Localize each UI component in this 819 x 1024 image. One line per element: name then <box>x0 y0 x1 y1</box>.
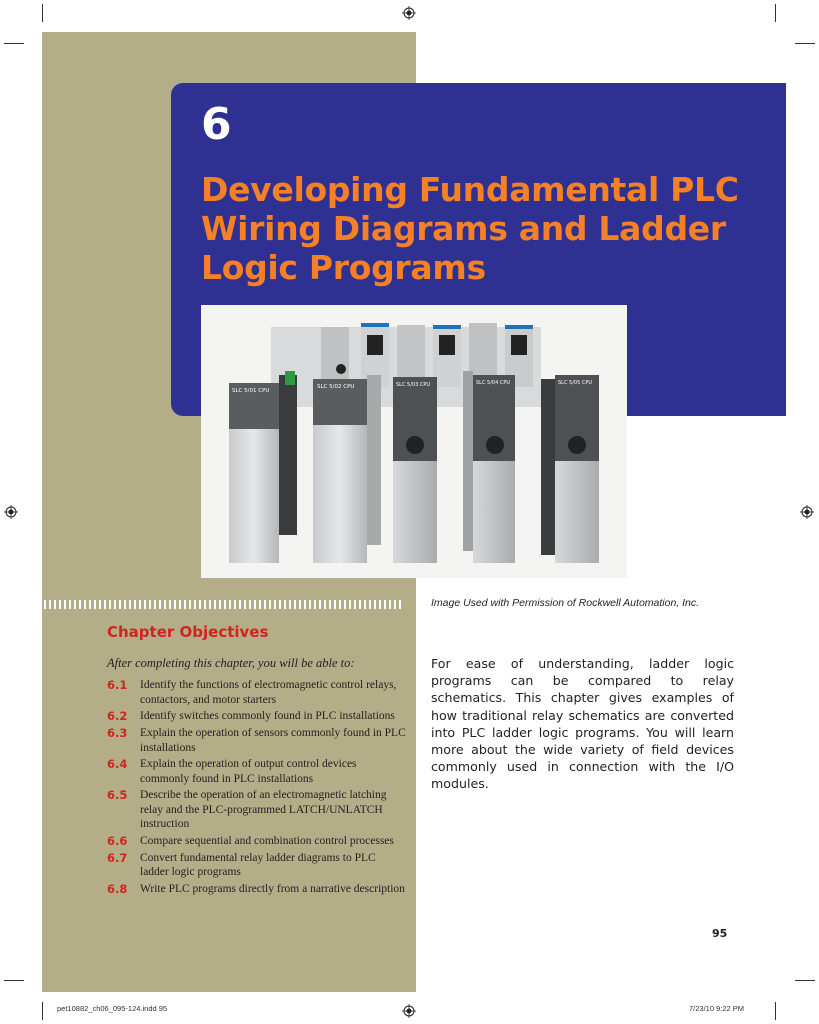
objective-number: 6.7 <box>107 850 128 865</box>
registration-mark-icon <box>4 505 18 519</box>
intro-paragraph: For ease of understanding, ladder logic programs can be compared to relay schematics. This chapter gives examples of how traditional relay schematics are converted into PLC ladder logic programs. You will learn more about the wide variety of field devices commonly used in connection with the I/O modules. <box>431 656 734 792</box>
timestamp-slug: 7/23/10 9:22 PM <box>689 1004 745 1013</box>
objective-item <box>107 709 407 724</box>
chapter-title: Developing Fundamental PLC Wiring Diagrams and Ladder Logic Programs <box>201 170 739 287</box>
crop-mark <box>775 1002 776 1020</box>
chapter-number: 6 <box>201 99 232 150</box>
objective-number: 6.5 <box>107 788 128 802</box>
objective-text: Write PLC programs directly from a narrative description <box>140 882 405 895</box>
plc-hardware-photo <box>201 305 627 578</box>
registration-mark-icon <box>402 1004 416 1018</box>
objectives-intro: After completing this chapter, you will be able to: <box>107 656 355 670</box>
objective-text: Identify switches commonly found in PLC installations <box>140 710 395 722</box>
objective-item <box>107 882 407 897</box>
objective-item <box>107 678 407 707</box>
cpu-label: SLC 5/02 CPU <box>317 384 355 390</box>
crop-mark <box>4 980 24 981</box>
cpu-label: SLC 5/01 CPU <box>232 388 270 394</box>
crop-mark <box>795 980 815 981</box>
objective-item <box>107 851 407 880</box>
objective-text: Convert fundamental relay ladder diagrams to PLC ladder logic programs <box>140 851 376 878</box>
objective-text: Identify the functions of electromagnetic control relays, contactors, and motor starters <box>140 679 397 706</box>
objective-number: 6.3 <box>107 726 128 740</box>
page-number: 95 <box>712 927 728 940</box>
crop-mark <box>4 43 24 44</box>
objectives-heading: Chapter Objectives <box>107 623 269 641</box>
objective-item <box>107 788 407 832</box>
file-slug: pet10882_ch06_095-124.indd 95 <box>57 1004 168 1013</box>
crop-mark <box>42 4 43 22</box>
plc-modules-illustration <box>201 305 627 578</box>
objective-item <box>107 726 407 755</box>
objective-number: 6.8 <box>107 881 128 896</box>
cpu-label: SLC 5/05 CPU <box>558 380 593 386</box>
objective-number: 6.2 <box>107 709 128 723</box>
registration-mark-icon <box>402 6 416 20</box>
crop-mark <box>42 1002 43 1020</box>
objective-text: Explain the operation of output control devices commonly found in PLC installations <box>140 758 357 785</box>
registration-mark-icon <box>800 505 814 519</box>
objective-number: 6.6 <box>107 833 128 848</box>
decorative-tick-strip <box>44 600 404 609</box>
objectives-list <box>107 678 407 899</box>
objective-item <box>107 757 407 786</box>
objective-text: Explain the operation of sensors commonly found in PLC installations <box>140 727 406 754</box>
crop-mark <box>775 4 776 22</box>
objective-number: 6.1 <box>107 678 128 692</box>
photo-caption: Image Used with Permission of Rockwell Automation, Inc. <box>431 597 700 609</box>
cpu-label: SLC 5/03 CPU <box>396 382 431 388</box>
cpu-label: SLC 5/04 CPU <box>476 380 511 386</box>
objective-item <box>107 834 407 849</box>
objective-text: Compare sequential and combination control processes <box>140 834 394 847</box>
objective-text: Describe the operation of an electromagnetic latching relay and the PLC-programmed LATCH/UNLATCH instruction <box>140 789 387 830</box>
crop-mark <box>795 43 815 44</box>
objective-number: 6.4 <box>107 757 128 771</box>
